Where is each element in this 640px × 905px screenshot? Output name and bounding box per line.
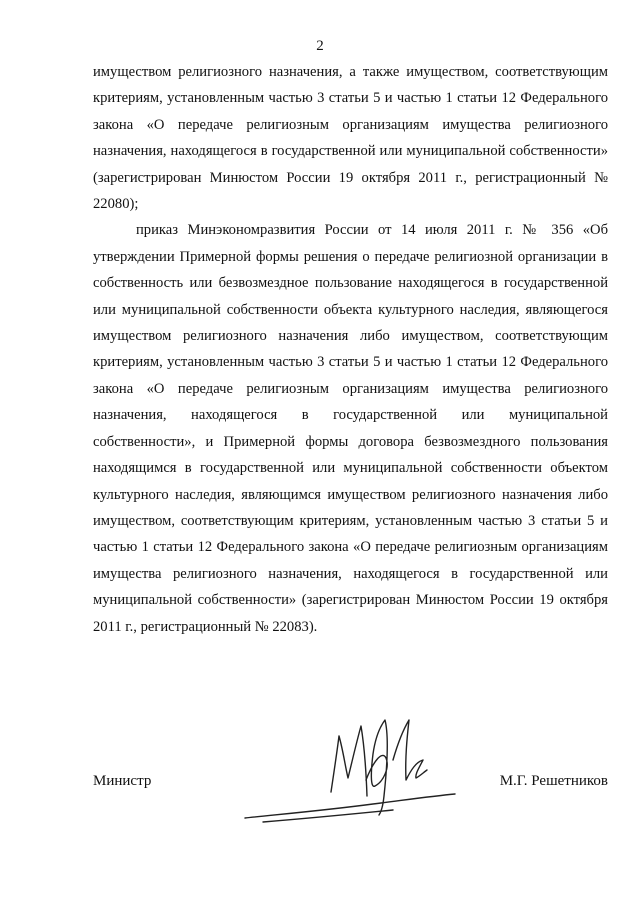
- paragraph-order-reference: приказ Минэкономразвития России от 14 июля 2011 г. № 356 «Об утверждении Примерной формы решения о передаче религиозной организации в собственность или безвозмездное пользование находящегося в государственной или муниципальной собственности объекта культурного наследия, являющегося имуществом религиозного назначения либо имуществом, соответствующим критериям, установленным частью 3 статьи 5 и частью 1 статьи 12 Федерального закона «О передаче религиозным организациям имущества религиозного назначения, находящегося в государственной или муниципальной собственности», и Примерной формы договора безвозмездного пользования находящимся в государственной или муниципальной собственности объектом культурного наследия, являющимся имуществом религиозного назначения либо имуществом, соответствующим критериям, установленным частью 3 статьи 5 и частью 1 статьи 12 Федерального закона «О передаче религиозным организациям имущества религиозного назначения, находящегося в государственной или муниципальной собственности» (зарегистрирован Минюстом России 19 октября 2011 г., регистрационный № 22083).: [93, 222, 608, 635]
- document-body: [93, 59, 608, 640]
- page-number: 2: [316, 38, 324, 54]
- signatory-title: Министр: [93, 773, 152, 789]
- signature-block: [93, 700, 608, 860]
- handwritten-signature: [233, 710, 483, 830]
- paragraph-continuation: имуществом религиозного назначения, а также имуществом, соответствующим критериям, установленным частью 3 статьи 5 и частью 1 статьи 12 Федерального закона «О передаче религиозным организациям имущества религиозного назначения, находящегося в государственной или муниципальной собственности» (зарегистрирован Минюстом России 19 октября 2011 г., регистрационный № 22080);: [93, 64, 608, 213]
- signatory-name: М.Г. Решетников: [499, 773, 608, 789]
